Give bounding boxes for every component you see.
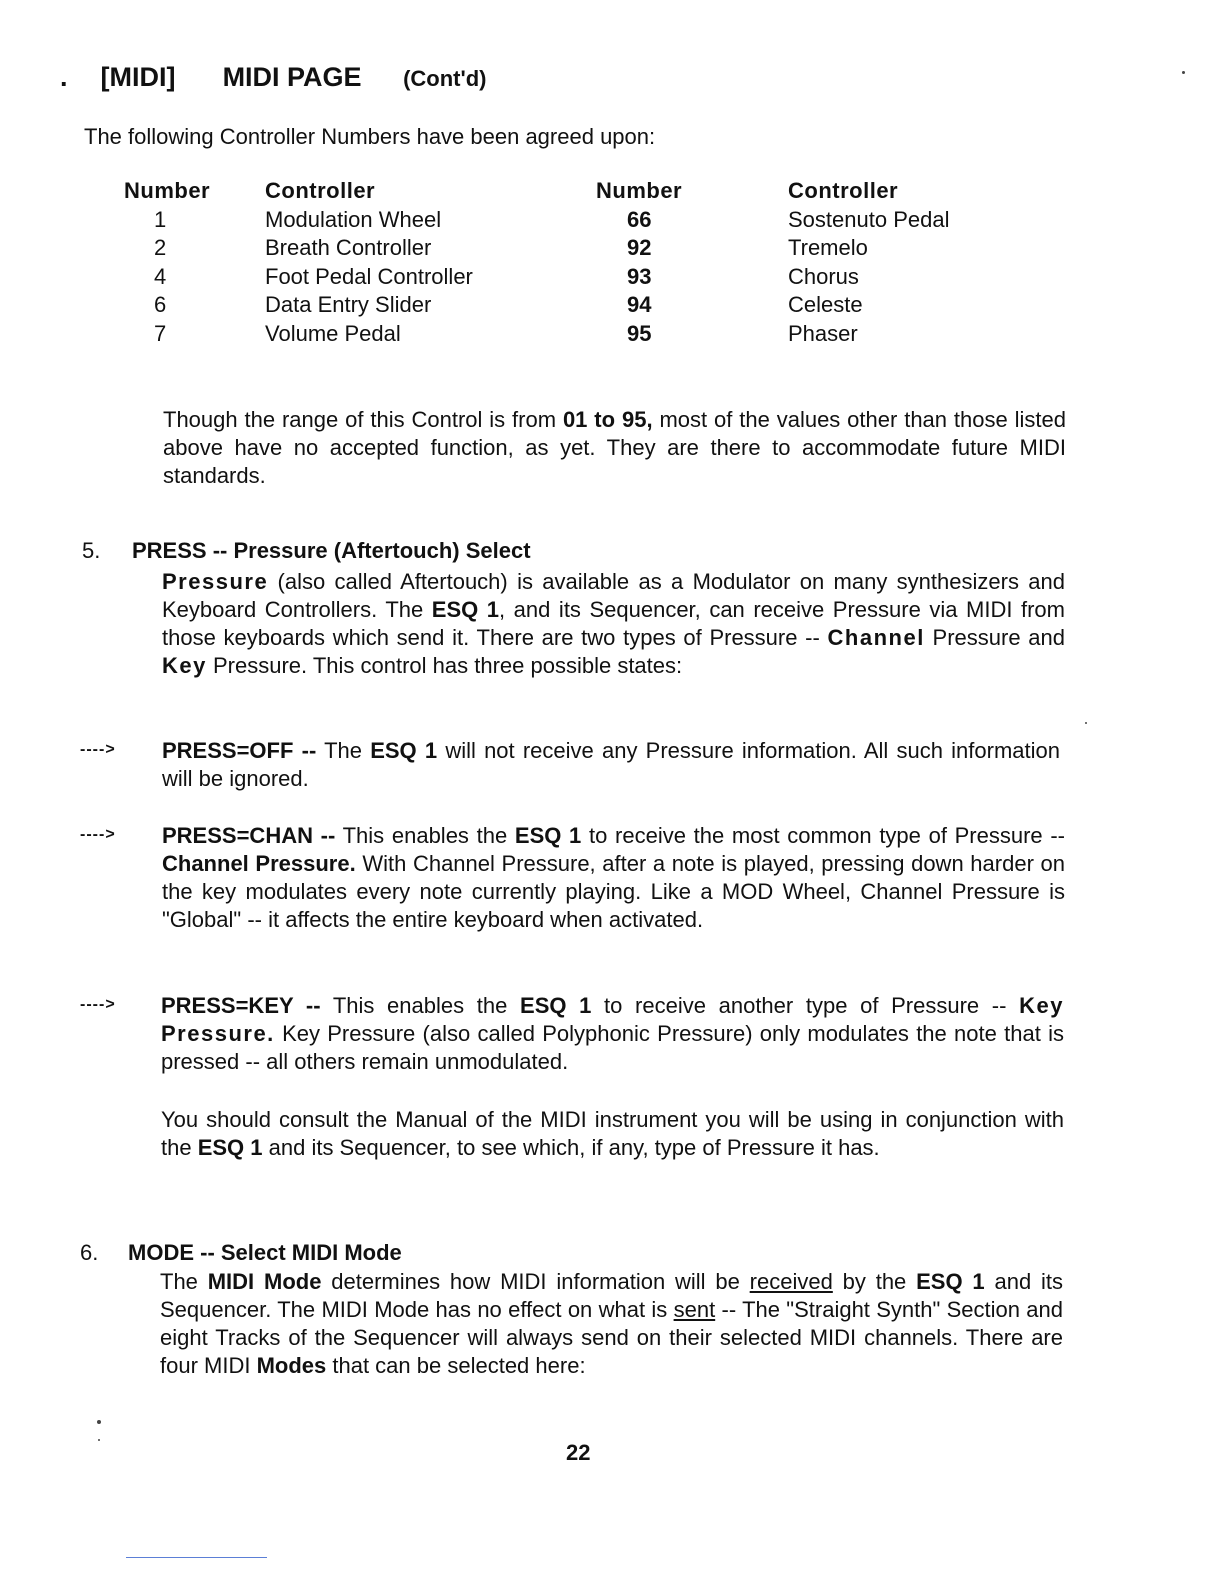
received-term: received bbox=[749, 1269, 833, 1294]
option-text: This enables the bbox=[335, 823, 515, 848]
section-6-body bbox=[160, 1268, 1063, 1380]
option-label: PRESS=KEY -- bbox=[161, 993, 321, 1018]
section-6-title: MODE -- Select MIDI Mode bbox=[128, 1240, 402, 1265]
row-controller: Volume Pedal bbox=[265, 320, 401, 346]
section-5-number: 5. bbox=[82, 538, 101, 563]
option-arrow: ----> bbox=[80, 826, 116, 843]
option-label: PRESS=CHAN -- bbox=[162, 823, 336, 848]
body-text: The bbox=[160, 1269, 208, 1294]
row-number: 1 bbox=[154, 206, 167, 232]
esq-term: ESQ 1 bbox=[370, 738, 438, 763]
row-controller: Foot Pedal Controller bbox=[265, 263, 473, 289]
header-controller-1: Controller bbox=[265, 178, 376, 203]
heading-tag: [MIDI] bbox=[100, 62, 176, 92]
intro-text: The following Controller Numbers have been agreed upon: bbox=[84, 124, 656, 149]
channel-pressure-term: Channel Pressure. bbox=[162, 851, 356, 876]
body-text: Pressure and bbox=[924, 625, 1065, 650]
body-text: by the bbox=[832, 1269, 917, 1294]
option-press-chan bbox=[162, 822, 1065, 934]
header-controller-2: Controller bbox=[788, 178, 899, 203]
row-number: 4 bbox=[154, 263, 167, 289]
section-5-body bbox=[162, 568, 1065, 680]
section-6-number: 6. bbox=[80, 1240, 99, 1265]
header-number-2: Number bbox=[596, 178, 683, 203]
body-text: , and its Sequencer, can receive Pressure via MIDI from those keyboards which send it. There are two types of Pressure -- bbox=[162, 597, 1065, 650]
esq-term: ESQ 1 bbox=[520, 993, 592, 1018]
consult-text: You should consult the Manual of the MIDI instrument you will be using in conjunction with the bbox=[161, 1107, 1064, 1160]
key-pressure-term: Key Pressure. bbox=[161, 993, 1064, 1046]
option-text: to receive the most common type of Pressure -- bbox=[581, 823, 1065, 848]
esq-term: ESQ 1 bbox=[431, 597, 500, 622]
range-text: to bbox=[587, 407, 622, 432]
esq-term: ESQ 1 bbox=[514, 823, 582, 848]
scan-speck bbox=[1085, 722, 1087, 724]
row-number: 92 bbox=[627, 235, 652, 260]
section-5-title: PRESS -- Pressure (Aftertouch) Select bbox=[132, 538, 531, 563]
row-number: 93 bbox=[627, 263, 652, 289]
row-number: 66 bbox=[627, 206, 652, 232]
sent-term: sent bbox=[673, 1297, 716, 1322]
row-controller: Phaser bbox=[788, 320, 858, 346]
option-label: PRESS=OFF -- bbox=[162, 738, 317, 763]
body-text: (also called Aftertouch) is available as a Modulator on many synthesizers and Keyboard Controllers. The bbox=[162, 569, 1065, 622]
row-number: 2 bbox=[154, 235, 167, 260]
body-text: determines how MIDI information will be bbox=[321, 1269, 750, 1294]
row-number: 95 bbox=[627, 320, 652, 346]
page-heading bbox=[60, 62, 487, 93]
key-term: Key bbox=[162, 653, 207, 678]
midi-mode-term: MIDI Mode bbox=[207, 1269, 322, 1294]
row-controller: Celeste bbox=[788, 292, 863, 317]
row-controller: Chorus bbox=[788, 263, 859, 289]
page-title: MIDI PAGE bbox=[222, 62, 362, 92]
row-controller: Sostenuto Pedal bbox=[788, 206, 950, 232]
heading-contd: (Cont'd) bbox=[403, 66, 487, 91]
modes-term: Modes bbox=[256, 1353, 327, 1378]
row-controller: Modulation Wheel bbox=[265, 206, 442, 232]
range-text: Though the range of this Control is from bbox=[163, 407, 563, 432]
option-text: will not receive any Pressure information. All such information will be ignored. bbox=[162, 738, 1060, 791]
body-text: and its Sequencer. The MIDI Mode has no effect on what is bbox=[160, 1269, 1064, 1322]
esq-term: ESQ 1 bbox=[916, 1269, 985, 1294]
row-controller: Breath Controller bbox=[265, 235, 432, 260]
option-text: Key Pressure (also called Polyphonic Pressure) only modulates the note that is pressed -- all others remain unmodulated. bbox=[161, 1021, 1064, 1074]
page-number: 22 bbox=[566, 1440, 591, 1465]
option-text: With Channel Pressure, after a note is played, pressing down harder on the key modulates every note currently playing. Like a MOD Wheel, Channel Pressure is "Global" -- it affects the entire keyboard when activated. bbox=[162, 851, 1065, 932]
row-number: 6 bbox=[154, 292, 167, 317]
consult-note bbox=[161, 1106, 1064, 1162]
range-text: most of the values other than those listed above have no accepted function, as yet. They are there to accommodate future MIDI standards. bbox=[163, 407, 1066, 488]
option-text: This enables the bbox=[320, 993, 521, 1018]
option-arrow: ----> bbox=[80, 741, 116, 758]
range-note bbox=[163, 406, 1066, 490]
esq-term: ESQ 1 bbox=[197, 1135, 263, 1160]
option-press-key bbox=[161, 992, 1064, 1076]
footer-rule bbox=[126, 1557, 267, 1558]
body-text: that can be selected here: bbox=[326, 1353, 586, 1378]
scan-speck bbox=[98, 1439, 100, 1441]
option-arrow: ----> bbox=[80, 996, 116, 1013]
option-text: to receive another type of Pressure -- bbox=[591, 993, 1020, 1018]
range-from: 01 bbox=[562, 407, 588, 432]
channel-term: Channel bbox=[827, 625, 925, 650]
body-text: -- The "Straight Synth" Section and eight Tracks of the Sequencer will always send on their selected MIDI channels. There are four MIDI bbox=[160, 1297, 1063, 1378]
scan-speck bbox=[97, 1420, 101, 1424]
pressure-term: Pressure bbox=[162, 569, 269, 594]
heading-bullet: . bbox=[60, 62, 68, 92]
row-number: 7 bbox=[154, 320, 167, 346]
option-press-off bbox=[162, 737, 1060, 793]
row-controller: Tremelo bbox=[788, 235, 868, 260]
consult-text: and its Sequencer, to see which, if any, type of Pressure it has. bbox=[262, 1135, 880, 1160]
row-controller: Data Entry Slider bbox=[265, 292, 432, 317]
scan-speck bbox=[1182, 71, 1185, 74]
option-text: The bbox=[316, 738, 371, 763]
row-number: 94 bbox=[627, 292, 652, 317]
body-text: Pressure. This control has three possible states: bbox=[206, 653, 683, 678]
range-to: 95, bbox=[621, 407, 653, 432]
header-number-1: Number bbox=[124, 178, 211, 203]
